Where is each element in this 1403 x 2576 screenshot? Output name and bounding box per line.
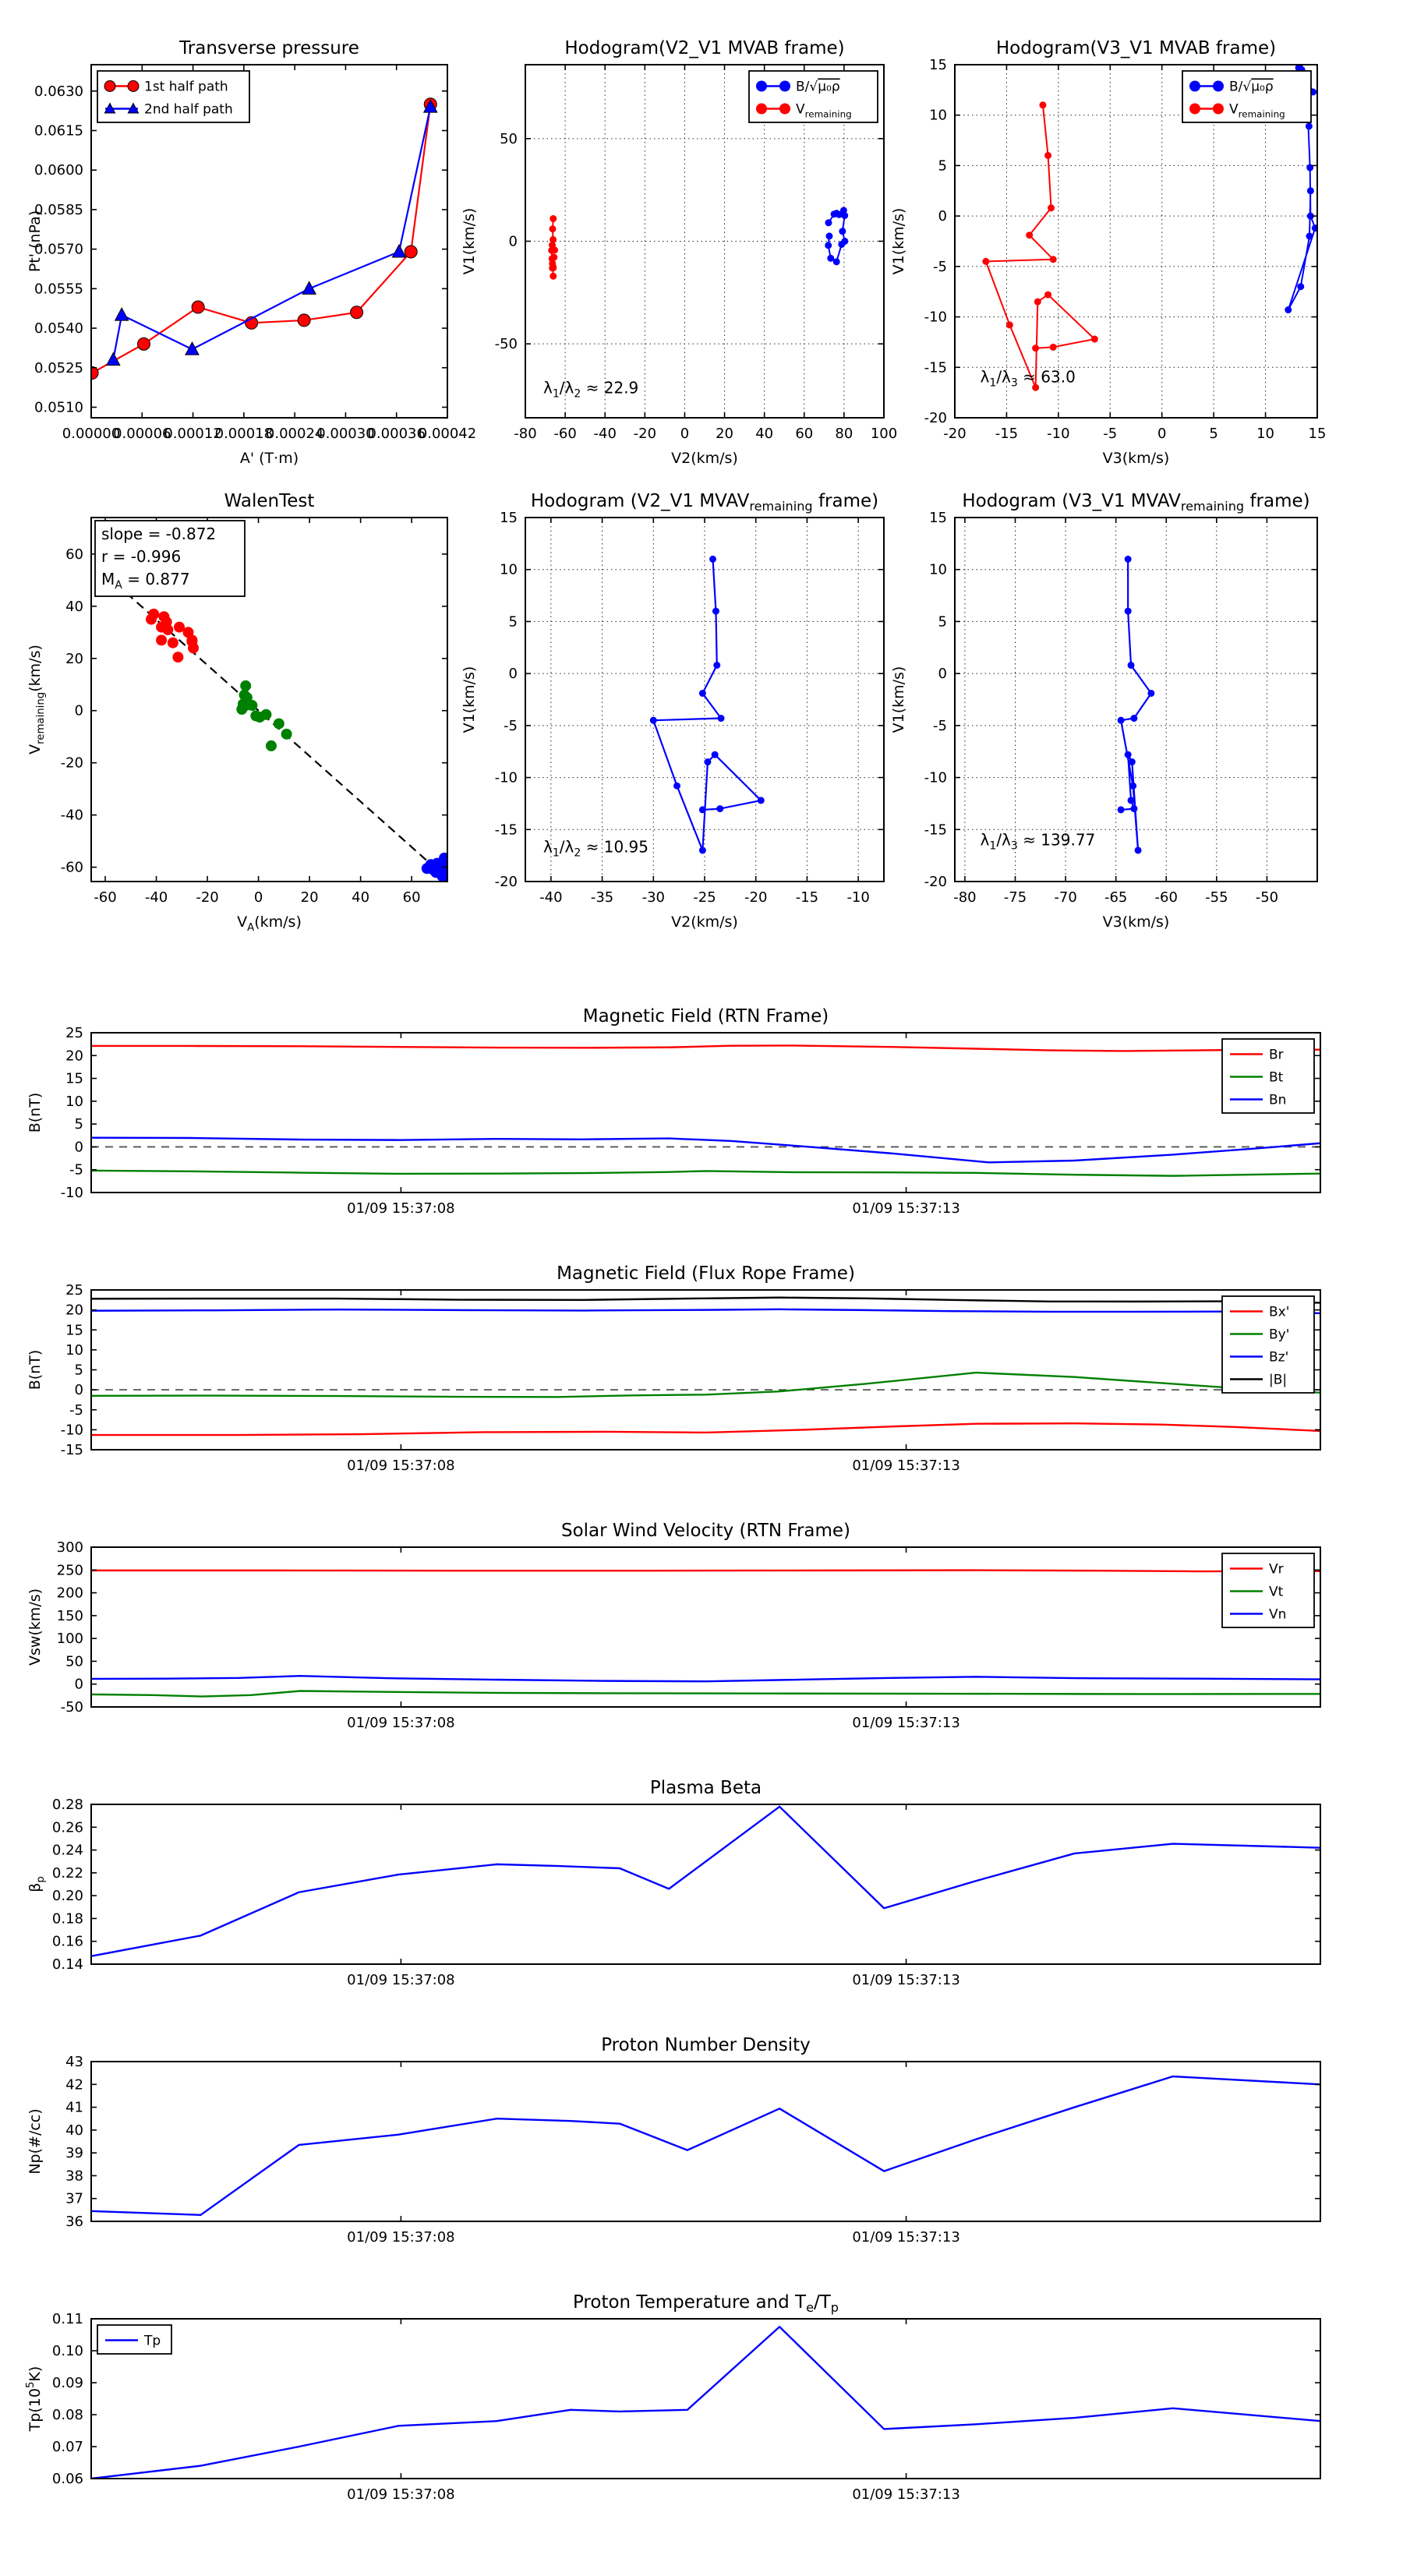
legend-label: B/√μ₀ρ — [1229, 79, 1274, 95]
y-tick-label: 0.0570 — [34, 241, 83, 258]
chart-hodogram-v2v1-mvav — [461, 491, 884, 931]
series-group — [91, 2076, 1320, 2215]
x-tick-label: -80 — [953, 889, 977, 906]
legend-label: |B| — [1269, 1372, 1288, 1388]
legend-label: Vt — [1269, 1584, 1284, 1600]
x-tick-label: -15 — [995, 426, 1019, 442]
x-axis-label: V2(km/s) — [671, 913, 738, 931]
y-tick-label: 0.0585 — [34, 201, 83, 218]
y-tick-label: 25 — [65, 1025, 83, 1041]
series-beta-p — [91, 1807, 1320, 1956]
annotation: $\lambda_1/\lambda_3 \approx 63.0$ — [980, 367, 1076, 390]
y-tick-label: 0.07 — [51, 2439, 83, 2455]
x-tick-label: -20 — [196, 889, 219, 906]
x-axis-label: V2(km/s) — [671, 450, 738, 467]
legend-label: Vr — [1269, 1561, 1284, 1578]
x-tick-label: 01/09 15:37:13 — [852, 1972, 960, 1988]
y-tick-label: 0.28 — [51, 1797, 83, 1813]
y-tick-label: -10 — [494, 769, 518, 786]
x-tick-label: 01/09 15:37:13 — [852, 2229, 960, 2246]
series-vn — [91, 1676, 1320, 1681]
y-tick-label: -40 — [60, 807, 83, 824]
x-axis — [347, 1033, 960, 1217]
y-tick-label: 40 — [65, 598, 83, 615]
legend — [1222, 1039, 1314, 1113]
x-tick-label: -20 — [744, 889, 768, 906]
legend-label: Vn — [1269, 1606, 1287, 1623]
legend-label: $V_{remaining}$ — [796, 101, 852, 120]
y-tick-label: 0.11 — [51, 2311, 83, 2327]
chart-proton-temperature — [25, 2292, 1320, 2503]
x-tick-label: -65 — [1104, 889, 1128, 906]
series-group — [91, 1298, 1320, 1435]
y-tick-label: 0.16 — [51, 1933, 83, 1950]
y-tick-label: 38 — [65, 2168, 83, 2185]
y-tick-label: 250 — [56, 1562, 83, 1579]
legend-label: B/√μ₀ρ — [796, 79, 840, 95]
x-tick-label: -70 — [1054, 889, 1077, 906]
series-component-2 — [236, 680, 292, 751]
series-b-scaled — [825, 207, 848, 265]
chart-hodogram-v3v1-mvav — [890, 491, 1317, 931]
series-1st-half-path — [86, 98, 436, 380]
axes-frame — [91, 1804, 1320, 1964]
stats-line: r = -0.996 — [101, 547, 182, 566]
series-group — [91, 1807, 1320, 1956]
y-axis — [65, 2054, 1320, 2230]
y-tick-label: 0.0615 — [34, 122, 83, 140]
y-tick-label: -50 — [60, 1699, 83, 1716]
x-tick-label: 0.00024 — [265, 426, 324, 442]
y-tick-label: 5 — [74, 1116, 83, 1133]
y-tick-label: 60 — [65, 546, 83, 563]
y-tick-label: 0.0540 — [34, 320, 83, 337]
y-tick-label: 0.26 — [51, 1819, 83, 1836]
series-group — [650, 556, 765, 854]
x-tick-label: 01/09 15:37:13 — [852, 1200, 960, 1217]
series-v-remaining — [650, 556, 765, 854]
x-tick-label: -60 — [1154, 889, 1178, 906]
series-tp — [91, 2327, 1320, 2479]
y-tick-label: 0 — [74, 702, 83, 719]
y-tick-label: -10 — [60, 1422, 83, 1439]
series-bx' — [91, 1423, 1320, 1435]
series-group — [548, 207, 848, 279]
y-tick-label: 0 — [938, 208, 947, 225]
x-tick-label: 0.00006 — [113, 426, 171, 442]
y-tick-label: 0.0525 — [34, 359, 83, 376]
y-tick-label: 50 — [65, 1653, 83, 1670]
y-tick-label: -10 — [60, 1185, 83, 1201]
y-axis-label: Vsw(km/s) — [27, 1588, 44, 1666]
y-tick-label: 0.08 — [51, 2407, 83, 2423]
legend-label: By' — [1269, 1327, 1290, 1343]
legend-label: Bn — [1269, 1092, 1287, 1108]
chart-title: Hodogram(V2_V1 MVAB frame) — [564, 38, 845, 58]
axes-frame — [91, 1290, 1320, 1450]
y-tick-label: -10 — [924, 309, 947, 326]
x-tick-label: -60 — [553, 426, 577, 442]
series-group — [91, 2327, 1320, 2479]
y-tick-label: 0 — [74, 1676, 83, 1693]
x-tick-label: -80 — [514, 426, 537, 442]
y-tick-label: -60 — [60, 859, 83, 876]
series-|b| — [91, 1298, 1320, 1303]
y-tick-label: 40 — [65, 2122, 83, 2139]
series-v-remaining — [982, 101, 1098, 390]
y-tick-label: -10 — [924, 769, 947, 786]
chart-transverse-pressure — [27, 38, 476, 467]
x-axis-label: V3(km/s) — [1102, 913, 1170, 931]
series-component-1 — [146, 609, 199, 663]
y-tick-label: 20 — [65, 1048, 83, 1065]
y-tick-label: 15 — [65, 1070, 83, 1087]
x-tick-label: 01/09 15:37:08 — [347, 1972, 455, 1988]
y-tick-label: 5 — [938, 157, 947, 175]
y-tick-label: -5 — [69, 1401, 83, 1419]
y-tick-label: 0.22 — [51, 1864, 83, 1882]
x-tick-label: 0.00012 — [164, 426, 222, 442]
x-axis — [347, 2062, 960, 2246]
chart-title: WalenTest — [224, 491, 315, 511]
x-tick-label: -60 — [94, 889, 117, 906]
x-axis-label: V3(km/s) — [1102, 450, 1170, 467]
x-axis — [347, 1547, 960, 1731]
y-tick-label: 0 — [508, 666, 518, 683]
legend — [1222, 1296, 1314, 1393]
y-axis-label: Pt' (nPa) — [27, 210, 44, 273]
y-tick-label: -15 — [924, 359, 947, 376]
x-tick-label: 10 — [1256, 426, 1275, 442]
x-tick-label: -10 — [1047, 426, 1070, 442]
x-tick-label: 60 — [402, 889, 421, 906]
chart-title: Hodogram (V2_V1 $MVAV_{remaining}$ frame) — [530, 491, 879, 514]
y-tick-label: 37 — [65, 2190, 83, 2207]
x-axis-label: $V_A(km/s)$ — [237, 913, 302, 934]
y-tick-label: 0.0510 — [34, 399, 83, 416]
axes-frame — [91, 2319, 1320, 2479]
y-tick-label: 0.14 — [51, 1956, 83, 1973]
x-tick-label: -25 — [693, 889, 716, 906]
series-group — [1118, 556, 1155, 854]
legend-label: 2nd half path — [144, 101, 233, 118]
y-tick-label: -5 — [504, 717, 518, 734]
legend — [1182, 71, 1311, 122]
chart-hodogram-v3v1-mvab — [890, 38, 1326, 467]
x-tick-label: 0.00036 — [367, 426, 426, 442]
chart-title: Transverse pressure — [179, 38, 359, 58]
legend-label: Br — [1269, 1047, 1284, 1063]
y-tick-label: -15 — [60, 1442, 83, 1458]
chart-title: Hodogram(V3_V1 MVAB frame) — [995, 38, 1277, 58]
y-tick-label: -20 — [60, 754, 83, 772]
legend-label: Bx' — [1269, 1304, 1290, 1320]
y-axis-label: V1(km/s) — [890, 207, 907, 275]
y-tick-label: -15 — [494, 822, 518, 839]
y-tick-label: 5 — [938, 613, 947, 631]
legend — [749, 71, 878, 122]
y-tick-label: 0.10 — [51, 2343, 83, 2359]
y-tick-label: 0 — [508, 233, 518, 250]
x-tick-label: -55 — [1205, 889, 1228, 906]
x-tick-label: 100 — [870, 426, 898, 442]
y-tick-label: 0 — [938, 666, 947, 683]
y-tick-label: 15 — [500, 510, 518, 526]
y-axis — [52, 1797, 1320, 1973]
y-axis — [52, 2311, 1320, 2487]
series-bt — [91, 1171, 1320, 1176]
annotation: $\lambda_1/\lambda_2 \approx 10.95$ — [543, 837, 648, 860]
y-tick-label: 39 — [65, 2145, 83, 2162]
y-tick-label: -15 — [924, 822, 947, 839]
y-tick-label: 20 — [65, 650, 83, 667]
x-tick-label: 0.00000 — [62, 426, 121, 442]
y-tick-label: 15 — [65, 1322, 83, 1339]
x-axis-label: A' (T·m) — [239, 450, 299, 467]
y-tick-label: -20 — [924, 410, 947, 426]
series-group — [91, 1571, 1320, 1697]
x-tick-label: 01/09 15:37:08 — [347, 1458, 455, 1474]
x-tick-label: -75 — [1003, 889, 1027, 906]
x-tick-label: 0 — [1157, 426, 1167, 442]
x-tick-label: 40 — [755, 426, 774, 442]
chart-title: Proton Number Density — [601, 2035, 811, 2055]
legend — [97, 71, 249, 122]
y-tick-label: 0.0630 — [34, 83, 83, 100]
y-tick-label: 0.20 — [51, 1888, 83, 1905]
x-tick-label: 20 — [300, 889, 319, 906]
x-tick-label: 0.00018 — [214, 426, 274, 442]
y-tick-label: 0.18 — [51, 1910, 83, 1928]
y-tick-label: 20 — [65, 1302, 83, 1319]
y-tick-label: 200 — [56, 1585, 83, 1602]
chart-hodogram-v2v1-mvab — [461, 38, 897, 467]
y-tick-label: 10 — [500, 561, 518, 578]
legend — [1222, 1553, 1314, 1627]
series-vt — [91, 1691, 1320, 1697]
series-group — [95, 565, 453, 883]
series-2nd-half-path — [107, 100, 437, 366]
chart-proton-number-density — [27, 2035, 1320, 2246]
x-tick-label: 0 — [253, 889, 263, 906]
y-tick-label: 42 — [65, 2076, 83, 2094]
y-tick-label: 10 — [929, 107, 947, 124]
y-tick-label: 5 — [74, 1362, 83, 1379]
y-axis-label: V1(km/s) — [461, 207, 478, 275]
x-tick-label: 0 — [680, 426, 690, 442]
x-tick-label: 01/09 15:37:13 — [852, 2486, 960, 2503]
x-tick-label: -40 — [593, 426, 617, 442]
y-tick-label: -5 — [933, 258, 947, 275]
y-axis-label: V1(km/s) — [461, 666, 478, 733]
y-tick-label: -50 — [494, 336, 518, 353]
x-tick-label: 01/09 15:37:13 — [852, 1458, 960, 1474]
x-tick-label: 5 — [1209, 426, 1218, 442]
y-tick-label: 15 — [929, 57, 947, 73]
y-tick-label: 0 — [74, 1139, 83, 1156]
stats-box — [95, 521, 245, 596]
y-tick-label: 100 — [56, 1631, 83, 1648]
x-tick-label: -20 — [633, 426, 657, 442]
y-tick-label: 0.06 — [51, 2471, 83, 2487]
x-axis — [347, 1290, 960, 1474]
y-tick-label: -5 — [933, 717, 947, 734]
chart-magnetic-field-rtn — [27, 1006, 1320, 1217]
y-tick-label: 10 — [929, 561, 947, 578]
y-axis-label: Np(#/cc) — [27, 2108, 44, 2175]
y-tick-label: -20 — [494, 874, 518, 890]
x-tick-label: 0.00042 — [418, 426, 477, 442]
y-tick-label: 10 — [65, 1093, 83, 1110]
x-tick-label: 20 — [716, 426, 734, 442]
series-v-remaining — [548, 215, 558, 280]
series-bn — [91, 1138, 1320, 1163]
x-axis — [347, 1804, 960, 1988]
legend-label: $V_{remaining}$ — [1229, 101, 1285, 120]
y-tick-label: -5 — [69, 1161, 83, 1178]
y-tick-label: -20 — [924, 874, 947, 890]
series-fit-line — [95, 565, 451, 882]
y-axis — [57, 1539, 1320, 1716]
series-v-remaining — [1118, 556, 1155, 854]
legend-label: 1st half path — [144, 79, 228, 95]
annotation: $\lambda_1/\lambda_3 \approx 139.77$ — [980, 830, 1096, 853]
chart-plasma-beta — [27, 1778, 1320, 1988]
series-np — [91, 2076, 1320, 2215]
series-group — [91, 1045, 1320, 1175]
y-axis-label: $Tp(10^5K)$ — [25, 2366, 44, 2432]
x-tick-label: 80 — [835, 426, 853, 442]
y-tick-label: 25 — [65, 1282, 83, 1299]
stats-line: slope = -0.872 — [101, 525, 217, 543]
legend — [97, 2325, 171, 2354]
y-tick-label: 10 — [65, 1341, 83, 1359]
y-axis-label: $V_{remaining}(km/s)$ — [27, 645, 47, 754]
x-tick-label: -40 — [144, 889, 168, 906]
y-tick-label: 150 — [56, 1607, 83, 1624]
chart-title: Hodogram (V3_V1 $MVAV_{remaining}$ frame) — [962, 491, 1310, 514]
y-tick-label: 41 — [65, 2099, 83, 2116]
y-tick-label: 50 — [500, 130, 518, 147]
y-tick-label: 0.09 — [51, 2375, 83, 2391]
chart-title: Solar Wind Velocity (RTN Frame) — [560, 1521, 851, 1541]
x-tick-label: 01/09 15:37:08 — [347, 2486, 455, 2503]
axes-frame — [91, 1033, 1320, 1193]
x-tick-label: -20 — [943, 426, 967, 442]
x-tick-label: -5 — [1103, 426, 1118, 442]
y-tick-label: 0.24 — [51, 1842, 83, 1859]
chart-solar-wind-velocity — [27, 1521, 1320, 1731]
x-tick-label: -10 — [846, 889, 870, 906]
y-axis-label: B(nT) — [27, 1349, 44, 1390]
x-tick-label: 0.00030 — [316, 426, 375, 442]
series-by' — [91, 1373, 1320, 1397]
stats-line: $M_A = 0.877$ — [101, 570, 190, 592]
series-br — [91, 1045, 1320, 1051]
series-bz' — [91, 1309, 1320, 1313]
x-tick-label: -50 — [1255, 889, 1279, 906]
y-tick-label: 300 — [56, 1539, 83, 1556]
x-tick-label: -35 — [590, 889, 614, 906]
chart-title: Proton Temperature and $T_e/T_p$ — [572, 2292, 839, 2315]
y-tick-label: 5 — [508, 613, 518, 631]
x-tick-label: 01/09 15:37:08 — [347, 1715, 455, 1731]
y-tick-label: 36 — [65, 2214, 83, 2230]
x-tick-label: -15 — [795, 889, 819, 906]
legend-label: Bt — [1269, 1069, 1284, 1086]
chart-title: Plasma Beta — [649, 1778, 762, 1798]
y-axis-label: B(nT) — [27, 1092, 44, 1133]
y-tick-label: 0.0600 — [34, 162, 83, 179]
chart-magnetic-field-flux-rope — [27, 1263, 1320, 1474]
chart-walen-test — [27, 491, 453, 934]
y-tick-label: 43 — [65, 2054, 83, 2070]
x-tick-label: 01/09 15:37:08 — [347, 2229, 455, 2246]
y-axis-label: $\beta_p$ — [27, 1876, 47, 1892]
y-tick-label: 15 — [929, 510, 947, 526]
annotation: $\lambda_1/\lambda_2 \approx 22.9$ — [543, 378, 639, 401]
legend-label: Bz' — [1269, 1349, 1289, 1366]
chart-title: Magnetic Field (RTN Frame) — [582, 1006, 829, 1027]
x-tick-label: 15 — [1308, 426, 1327, 442]
x-tick-label: -30 — [641, 889, 665, 906]
x-tick-label: 60 — [795, 426, 814, 442]
y-tick-label: 0 — [74, 1382, 83, 1399]
series-group — [86, 98, 437, 380]
x-tick-label: 01/09 15:37:08 — [347, 1200, 455, 1217]
y-axis — [495, 510, 884, 890]
chart-title: Magnetic Field (Flux Rope Frame) — [557, 1263, 855, 1284]
y-axis-label: V1(km/s) — [890, 666, 907, 733]
x-tick-label: -40 — [539, 889, 563, 906]
x-tick-label: 40 — [352, 889, 370, 906]
legend-label: Tp — [144, 2333, 161, 2349]
x-tick-label: 01/09 15:37:13 — [852, 1715, 960, 1731]
y-tick-label: 0.0555 — [34, 281, 83, 298]
y-axis — [34, 83, 447, 416]
